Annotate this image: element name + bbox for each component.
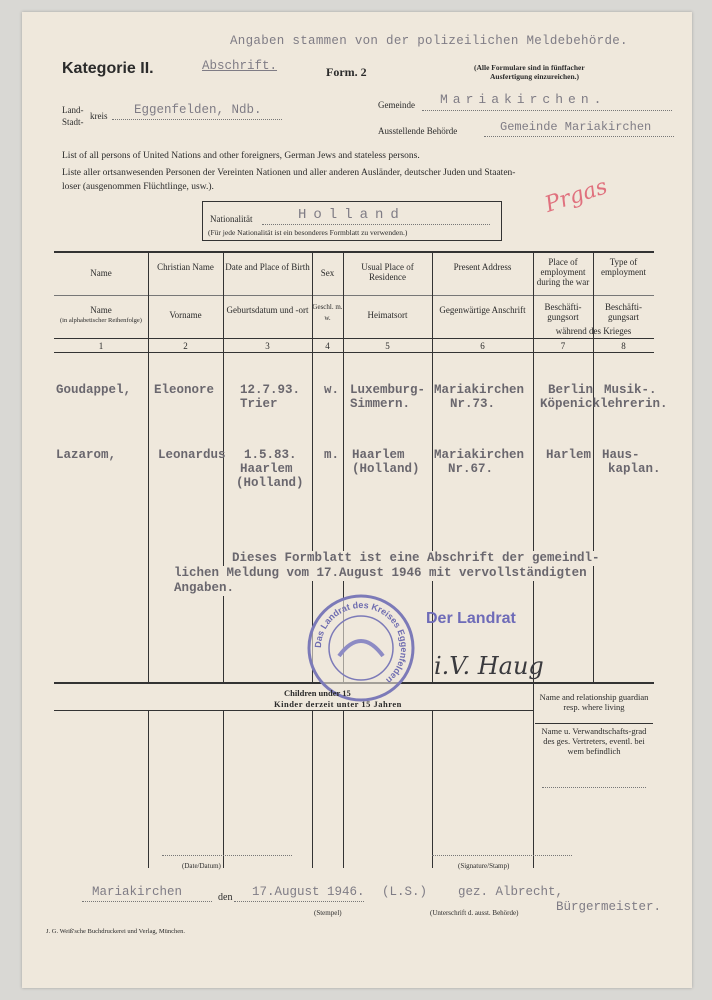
- col-header-de-7: Beschäfti-gungsort: [544, 302, 582, 322]
- typed-note-line-1: Dieses Formblatt ist eine Abschrift der gemeindl-: [232, 551, 600, 565]
- col-header-de-8: Beschäfti-gungsart: [605, 302, 642, 322]
- col-number: 4: [325, 341, 330, 351]
- row2-address-1: Mariakirchen: [434, 448, 525, 462]
- col-header-en-6: Present Address: [453, 262, 512, 272]
- table-top-rule: [54, 251, 654, 253]
- row2-name: Lazarom,: [56, 448, 117, 462]
- row2-work-type-2: kaplan.: [608, 462, 661, 476]
- gemeinde-label: Gemeinde: [378, 100, 415, 110]
- nationality-label: Nationalität: [210, 214, 253, 224]
- col-header-de-1: Name: [90, 305, 112, 315]
- intro-german-1: Liste aller ortsanwesenden Personen der Vereinten Nationen und aller anderen Ausländer, deutscher Juden und Staaten-: [62, 168, 516, 178]
- nationality-value: Holland: [298, 207, 406, 223]
- children-header-rule: [54, 710, 533, 711]
- column-divider: [223, 251, 224, 682]
- children-en: Children under 15: [284, 688, 351, 698]
- stadt-label: Stadt-: [62, 117, 84, 127]
- nationality-dotted-line: [262, 224, 490, 225]
- guardian-header-de: Name u. Verwandtschafts-grad des ges. Vertreters, eventl. bei wem befindlich: [541, 726, 647, 756]
- children-divider: [312, 710, 313, 868]
- footer-date: 17.August 1946.: [252, 885, 365, 899]
- row2-birth-date: 1.5.83.: [244, 448, 297, 462]
- printer-imprint: J. G. Weiß'sche Buchdruckerei und Verlag, München.: [46, 928, 186, 935]
- row2-vorname: Leonardus: [158, 448, 226, 462]
- row1-work-type-2: lehrerin.: [600, 397, 668, 411]
- row2-birth-country: (Holland): [236, 476, 304, 490]
- footer-date-dotted-line: [234, 901, 364, 902]
- signature-handwritten: i.V. Haug: [434, 652, 544, 680]
- signature-label: (Signature/Stamp): [458, 862, 510, 870]
- typed-note-line-3: Angaben.: [174, 581, 235, 595]
- row1-birth-date: 12.7.93.: [240, 383, 301, 397]
- guardian-header-en: Name and relationship guardian resp. where living: [539, 692, 649, 712]
- table-sub-rule: [54, 338, 654, 339]
- children-de: Kinder derzeit unter 15 Jahren: [274, 699, 402, 709]
- row2-residence-2: (Holland): [352, 462, 420, 476]
- guardian-dotted-line: [542, 787, 646, 788]
- col-header-name-sub: (in alphabetischer Reihenfolge): [60, 317, 142, 324]
- row1-work-type-1: Musik-.: [604, 383, 657, 397]
- intro-english: List of all persons of United Nations and other foreigners, German Jews and stateless persons.: [62, 151, 420, 161]
- children-divider: [343, 710, 344, 868]
- children-divider: [148, 710, 149, 868]
- authority-value: Gemeinde Mariakirchen: [500, 120, 652, 134]
- col-header-en-2: Christian Name: [157, 262, 214, 272]
- nationality-note: (Für jede Nationalität ist ein besonderes Formblatt zu verwenden.): [208, 228, 408, 237]
- col-number: 2: [183, 341, 188, 351]
- table-mid-rule: [54, 295, 654, 296]
- row1-work-place-1: Berlin: [548, 383, 594, 397]
- typed-source-note: Angaben stammen von der polizeilichen Meldebehörde.: [230, 34, 628, 48]
- row1-vorname: Eleonore: [154, 383, 215, 397]
- col-number: 6: [480, 341, 485, 351]
- document-sheet: [22, 12, 692, 988]
- form-label: Form. 2: [326, 65, 367, 79]
- col-header-de-4: Geschl. m. w.: [312, 303, 343, 322]
- intro-german-2: loser (ausgenommen Flüchtlinge, usw.).: [62, 182, 214, 192]
- footer-place: Mariakirchen: [92, 885, 183, 899]
- row1-name: Goudappel,: [56, 383, 132, 397]
- row2-birth-place: Haarlem: [240, 462, 293, 476]
- footer-den-label: den: [218, 892, 233, 903]
- row1-sex: w.: [324, 383, 340, 397]
- col-number: 5: [385, 341, 390, 351]
- col-header-en-3: Date and Place of Birth: [225, 262, 310, 272]
- children-divider: [223, 710, 224, 868]
- col-header-de-3: Geburtsdatum und -ort: [226, 305, 309, 315]
- kreis-label: kreis: [90, 111, 108, 121]
- guardian-rule: [535, 723, 653, 724]
- gemeinde-dotted-line: [422, 110, 672, 111]
- copies-note-1: (Alle Formulare sind in fünffacher: [474, 63, 585, 72]
- row1-residence-2: Simmern.: [350, 397, 411, 411]
- col-number: 1: [98, 341, 104, 351]
- category-label: Kategorie II.: [62, 60, 154, 77]
- district-value: Eggenfelden, Ndb.: [134, 103, 262, 117]
- date-dotted-line: [162, 855, 292, 856]
- gemeinde-value: Mariakirchen.: [440, 92, 607, 107]
- stamp-outer-ring: [309, 596, 413, 700]
- footer-stempel-label: (Stempel): [314, 909, 342, 917]
- date-label: (Date/Datum): [182, 862, 221, 870]
- row2-residence-1: Haarlem: [352, 448, 405, 462]
- authority-dotted-line: [484, 136, 674, 137]
- row2-work-place-1: Harlem: [546, 448, 592, 462]
- row1-address-1: Mariakirchen: [434, 383, 525, 397]
- stamp-landrat: Der Landrat: [426, 610, 516, 627]
- authority-label: Ausstellende Behörde: [378, 126, 458, 136]
- footer-signer-title: Bürgermeister.: [556, 900, 662, 914]
- col-number: 8: [621, 341, 626, 351]
- copy-label: Abschrift.: [202, 59, 278, 73]
- col-number: 7: [560, 341, 566, 351]
- children-divider: [533, 684, 534, 868]
- signature-dotted-line: [432, 855, 572, 856]
- table-header-bottom-rule: [54, 352, 654, 353]
- row2-work-type-1: Haus-: [602, 448, 640, 462]
- footer-signer-name: gez. Albrecht,: [458, 885, 564, 899]
- col-header-en-5: Usual Place of Residence: [361, 262, 414, 282]
- row1-residence-1: Luxemburg-: [350, 383, 426, 397]
- footer-ls: (L.S.): [382, 885, 428, 899]
- row1-work-place-2: Köpenick: [540, 397, 601, 411]
- col-header-de-5: Heimatsort: [367, 310, 408, 320]
- stamp-circle-text: Das Landrat des Kreises Eggenfelden: [312, 599, 410, 686]
- col-header-en-8: Type of employment: [601, 257, 646, 277]
- land-label: Land-: [62, 105, 84, 115]
- col-header-de-2: Vorname: [169, 310, 202, 320]
- col-header-during-war: während des Krieges: [555, 326, 632, 336]
- footer-place-dotted-line: [82, 901, 212, 902]
- col-header-en-1: Name: [90, 268, 112, 278]
- col-header-en-4: Sex: [320, 268, 335, 278]
- footer-unterschrift-label: (Unterschrift d. ausst. Behörde): [430, 909, 519, 917]
- row1-birth-place: Trier: [240, 397, 278, 411]
- district-dotted-line: [112, 119, 282, 120]
- row2-sex: m.: [324, 448, 340, 462]
- col-number: 3: [265, 341, 270, 351]
- copies-note-2: Ausfertigung einzureichen.): [490, 72, 580, 81]
- col-header-de-6: Gegenwärtige Anschrift: [439, 305, 526, 315]
- handwritten-initial-mark: Prgas: [542, 174, 611, 218]
- row2-address-2: Nr.67.: [448, 462, 494, 476]
- children-divider: [432, 710, 433, 868]
- row1-address-2: Nr.73.: [450, 397, 496, 411]
- col-header-en-7: Place of employment during the war: [536, 257, 590, 287]
- typed-note-line-2: lichen Meldung vom 17.August 1946 mit vervollständigten: [174, 566, 587, 580]
